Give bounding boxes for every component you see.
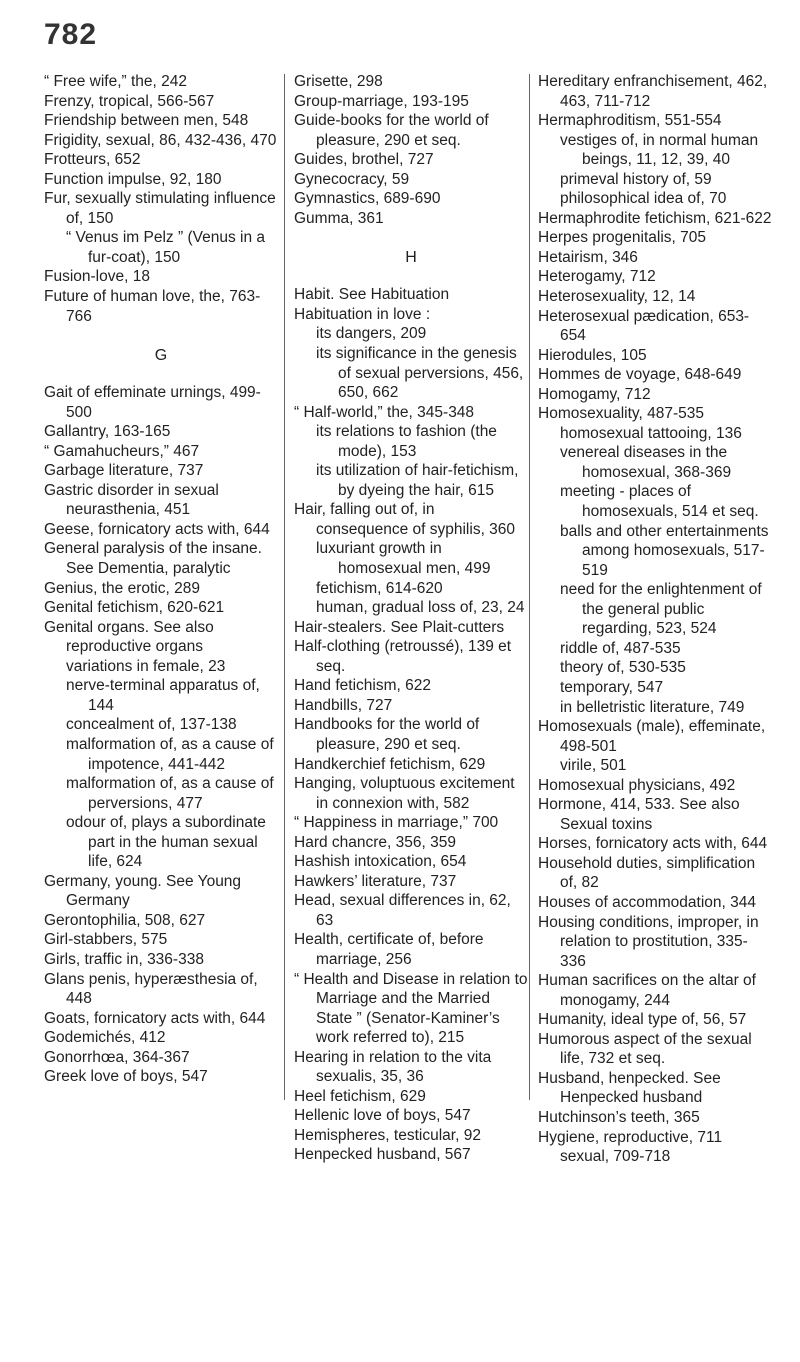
index-entry: Gallantry, 163-165 (44, 423, 171, 441)
index-entry: Hearing in relation to the vita sexualis, 35, 36 (294, 1048, 492, 1086)
index-entry: Gerontophilia, 508, 627 (44, 911, 206, 929)
index-subentry: fetichism, 614-620 (316, 579, 443, 597)
index-subentry: temporary, 547 (560, 678, 664, 696)
index-subentry: its significance in the genesis of sexual perversions, 456, 650, 662 (316, 345, 524, 402)
index-entry: Future of human love, the, 763-766 (44, 288, 261, 325)
index-entry: Humanity, ideal type of, 56, 57 (538, 1011, 747, 1029)
index-column-1 (44, 72, 278, 1087)
index-entry: Friendship between men, 548 (44, 112, 249, 130)
index-entry: General paralysis of the insane. See Dementia, paralytic (44, 540, 262, 578)
index-entry: Fur, sexually stimulating influence of, 150 (44, 190, 276, 227)
index-entry: Function impulse, 92, 180 (44, 170, 222, 188)
index-subentry: theory of, 530-535 (560, 659, 686, 677)
index-entry: Hutchinson’s teeth, 365 (538, 1108, 700, 1126)
index-subentry: riddle of, 487-535 (560, 639, 681, 657)
index-entry: Guide-books for the world of pleasure, 290 et seq. (294, 112, 489, 149)
index-entry: Hair-stealers. See Plait-cutters (294, 618, 505, 636)
index-entry: Genital organs. See also reproductive organs (44, 618, 214, 656)
index-entry: Girl-stabbers, 575 (44, 931, 168, 949)
index-subentry: need for the enlightenment of the general public regarding, 523, 524 (560, 581, 762, 638)
index-entry: Girls, traffic in, 336-338 (44, 950, 204, 968)
index-subentry: virile, 501 (560, 757, 627, 775)
section-letter-heading: G (154, 347, 168, 365)
index-entry: Fusion-love, 18 (44, 268, 150, 286)
index-entry: Housing conditions, improper, in relation to prostitution, 335-336 (538, 913, 759, 970)
index-entry: Gastric disorder in sexual neurasthenia, 451 (44, 481, 219, 519)
index-subentry: philosophical idea of, 70 (560, 190, 727, 208)
index-entry: Hetairism, 346 (538, 248, 638, 266)
column-divider (529, 74, 530, 1100)
index-entry: Household duties, simplification of, 82 (538, 854, 756, 892)
index-entry: Hair, falling out of, in consequence of syphilis, 360 (294, 501, 516, 538)
index-entry: Hashish intoxication, 654 (294, 853, 467, 871)
index-entry: “ Health and Disease in relation to Marriage and the Married State ” (Senator-Kaminer’s work referred to), 215 (294, 970, 528, 1047)
page-number: 782 (44, 18, 98, 51)
index-entry: Hard chancre, 356, 359 (294, 833, 456, 851)
index-entry: Hemispheres, testicular, 92 (294, 1126, 481, 1144)
index-entry: Human sacrifices on the altar of monogamy, 244 (538, 972, 756, 1009)
index-subentry: sexual, 709-718 (560, 1148, 671, 1166)
index-entry: Gonorrhœa, 364-367 (44, 1048, 190, 1066)
index-subentry: variations in female, 23 (66, 657, 226, 675)
index-entry: Genital fetichism, 620-621 (44, 599, 225, 617)
index-entry: Heterogamy, 712 (538, 268, 656, 286)
index-entry: “ Gamahucheurs,” 467 (44, 442, 200, 460)
index-entry: Gynecocracy, 59 (294, 170, 410, 188)
index-subentry: vestiges of, in normal human beings, 11, 12, 39, 40 (560, 131, 759, 169)
index-subentry: concealment of, 137-138 (66, 716, 237, 734)
index-entry: Hand fetichism, 622 (294, 677, 431, 695)
index-entry: Hawkers’ literature, 737 (294, 872, 457, 890)
index-entry: Greek love of boys, 547 (44, 1068, 208, 1086)
index-entry: “ Free wife,” the, 242 (44, 73, 188, 90)
index-entry: Handkerchief fetichism, 629 (294, 755, 486, 773)
index-entry: Humorous aspect of the sexual life, 732 et seq. (538, 1030, 752, 1068)
index-entry: Hommes de voyage, 648-649 (538, 366, 742, 384)
index-subentry: “ Venus im Pelz ” (Venus in a fur-coat), 150 (66, 229, 266, 266)
index-subentry: its relations to fashion (the mode), 153 (316, 423, 497, 460)
index-entry: “ Half-world,” the, 345-348 (294, 403, 475, 421)
index-entry: Group-marriage, 193-195 (294, 92, 469, 110)
index-entry: Gumma, 361 (294, 209, 384, 227)
index-subentry: homosexual tattooing, 136 (560, 424, 742, 442)
index-entry: Grisette, 298 (294, 73, 383, 90)
index-subentry: venereal diseases in the homosexual, 368-369 (560, 444, 732, 481)
index-entry: Homogamy, 712 (538, 385, 651, 403)
index-entry: Handbills, 727 (294, 696, 393, 714)
index-entry: Head, sexual differences in, 62, 63 (294, 892, 511, 929)
index-column-2 (294, 72, 528, 1165)
section-letter-heading: H (405, 249, 417, 267)
index-subentry: its utilization of hair-fetichism, by dyeing the hair, 615 (316, 462, 519, 499)
index-subentry: primeval history of, 59 (560, 170, 712, 188)
index-entry: Geese, fornicatory acts with, 644 (44, 520, 270, 538)
index-subentry: balls and other entertainments among homosexuals, 517-519 (560, 522, 769, 579)
index-entry: Germany, young. See Young Germany (44, 872, 242, 910)
index-entry: Frotteurs, 652 (44, 151, 141, 169)
index-entry: Half-clothing (retroussé), 139 et seq. (294, 638, 512, 675)
index-entry: Hierodules, 105 (538, 346, 647, 364)
index-entry: Hermaphroditism, 551-554 (538, 112, 722, 130)
index-entry: Henpecked husband, 567 (294, 1146, 471, 1164)
index-entry: Guides, brothel, 727 (294, 151, 434, 169)
index-entry: Horses, fornicatory acts with, 644 (538, 835, 768, 853)
index-subentry: odour of, plays a subordinate part in the human sexual life, 624 (66, 814, 266, 871)
index-entry: Heel fetichism, 629 (294, 1087, 426, 1105)
index-subentry: in belletristic literature, 749 (560, 698, 745, 716)
index-entry: Hygiene, reproductive, 711 (538, 1128, 723, 1146)
index-subentry: malformation of, as a cause of perversions, 477 (66, 775, 274, 812)
index-entry: Garbage literature, 737 (44, 462, 204, 480)
index-entry: Health, certificate of, before marriage, 256 (294, 931, 484, 968)
index-entry: Hereditary enfranchisement, 462, 463, 711-712 (538, 73, 768, 110)
index-entry: Habit. See Habituation (294, 286, 450, 304)
index-entry: Homosexual physicians, 492 (538, 776, 736, 794)
index-column-3 (538, 72, 772, 1167)
index-subentry: its dangers, 209 (316, 325, 427, 343)
index-subentry: nerve-terminal apparatus of, 144 (66, 677, 260, 714)
index-entry: Frigidity, sexual, 86, 432-436, 470 (44, 131, 277, 149)
index-subentry: luxuriant growth in homosexual men, 499 (316, 540, 491, 578)
index-entry: Habituation in love : (294, 305, 431, 323)
index-entry: Goats, fornicatory acts with, 644 (44, 1009, 266, 1027)
index-entry: Heterosexual pædication, 653-654 (538, 307, 750, 345)
index-subentry: malformation of, as a cause of impotence, 441-442 (66, 735, 274, 773)
index-entry: Gait of effeminate urnings, 499-500 (44, 384, 261, 421)
index-entry: Handbooks for the world of pleasure, 290 et seq. (294, 716, 480, 753)
column-divider (284, 74, 285, 1100)
index-entry: Hanging, voluptuous excitement in connexion with, 582 (294, 775, 515, 812)
index-entry: Heterosexuality, 12, 14 (538, 288, 696, 306)
index-subentry: human, gradual loss of, 23, 24 (316, 599, 525, 617)
index-entry: Hormone, 414, 533. See also Sexual toxins (538, 796, 740, 833)
index-entry: “ Happiness in marriage,” 700 (294, 814, 499, 832)
index-entry: Homosexuality, 487-535 (538, 405, 704, 423)
index-entry: Godemichés, 412 (44, 1029, 166, 1047)
index-subentry: meeting - places of homosexuals, 514 et seq. (560, 483, 759, 521)
index-entry: Genius, the erotic, 289 (44, 579, 200, 597)
index-entry: Hellenic love of boys, 547 (294, 1107, 471, 1125)
index-entry: Husband, henpecked. See Henpecked husband (538, 1069, 721, 1107)
index-entry: Frenzy, tropical, 566-567 (44, 92, 215, 110)
index-entry: Homosexuals (male), effeminate, 498-501 (538, 718, 766, 755)
index-entry: Gymnastics, 689-690 (294, 190, 441, 208)
index-entry: Houses of accommodation, 344 (538, 893, 756, 911)
index-entry: Glans penis, hyperæsthesia of, 448 (44, 970, 258, 1008)
index-entry: Hermaphrodite fetichism, 621-622 (538, 209, 772, 227)
index-entry: Herpes progenitalis, 705 (538, 229, 707, 247)
